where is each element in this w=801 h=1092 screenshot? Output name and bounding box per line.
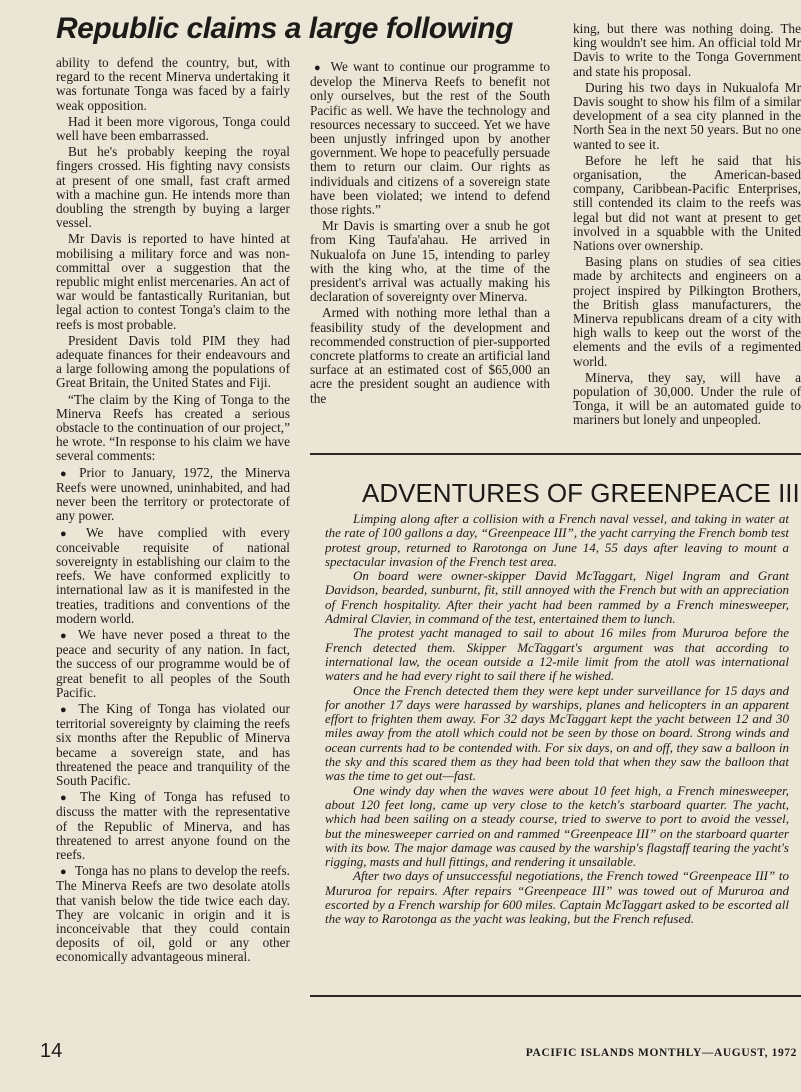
bullet-text: We have never posed a threat to the peace and security of any nation. In fact, the success of our programme would be of great benefit to all peoples of the South Pacific. [56,626,290,700]
bullet-icon: ● [60,467,72,480]
bullet-text: We have complied with every conceivable requisite of national sovereignty in establishing our claim to the reefs. We have conformed explicitly to international law as it is manifested in the treaties, traditions and conventions of the modern world. [56,524,290,626]
bullet-text: Prior to January, 1972, the Minerva Reefs were unowned, uninhabited, and had never been the territory or protectorate of any power. [56,464,290,524]
bullet-item [56,790,290,862]
paragraph: Minerva, they say, will have a population of 30,000. Under the rule of Tonga, it will be an automated guide to mariners but lonely and unpeopled. [573,369,801,428]
paragraph: Armed with nothing more lethal than a feasibility study of the development and recommended construction of pier-supported concrete platforms to create an artificial land surface at an estimated cost of $65,000 an acre the president sought an audience with the [310,305,550,406]
paragraph: king, but there was nothing doing. The king wouldn't see him. An official told Mr Davis to write to the Tonga Government and state his proposal. [573,22,801,79]
bullet-text: The King of Tonga has violated our territorial sovereignty by claiming the reefs six months after the Republic of Minerva became a sovereign state, and has threatened the peace and tranquility of the South Pacific. [56,700,290,788]
bullet-icon: ● [60,629,70,642]
paragraph: Before he left he said that his organisation, the American-based company, Caribbean-Pacific Enterprises, still contended its claim to the reefs was legal but did not want at present to get involved in a squabble with the United Nations over ownership. [573,152,801,254]
paragraph: But he's probably keeping the royal fingers crossed. His fighting navy consists at present of one small, fast craft armed with a machine gun. He intends more than doubling the strength by buying a larger vessel. [56,144,290,231]
paragraph: One windy day when the waves were about 10 feet high, a French minesweeper, about 120 feet long, came up very close to the ketch's starboard quarter. The yacht, which had been sailing on a steady course, tried to swerve to port to avoid the vessel, but the minesweeper carried on and rammed “Greenpeace III” on the starboard quarter with its bow. The major damage was caused by the warship's flagstaff tearing the yacht's rigging, masts and hull fittings, and rendering it unsailable. [325,782,789,870]
bullet-item [56,702,290,788]
article-column-2 [310,60,550,440]
bullet-text: The King of Tonga has refused to discuss the matter with the representative of the Republic of Minerva, and has threatened to arrest anyone found on the reefs. [56,789,290,862]
section-divider-bottom [310,995,801,997]
paragraph: Had it been more vigorous, Tonga could well have been embarrassed. [56,113,290,144]
bullet-icon: ● [60,792,72,805]
paragraph: Limping along after a collision with a French naval vessel, and taking in water at the rate of 100 gallons a day, “Greenpeace III”, the yacht carrying the French bomb test protest group, returned to Rarotonga on June 14, 55 days after leaving to mount a spectacular invasion of the French test area. [325,512,789,569]
bullet-item [56,466,290,524]
section-divider-top [310,453,801,455]
paragraph: Once the French detected them they were kept under surveillance for 15 days and for another 17 days were harassed by warships, planes and helicopters in an apparent effort to frighten them away. For 32 days McTaggart kept the yacht between 12 and 30 miles away from the atoll which could not be seen by those on board. Strong winds and ocean currents had to be contended with. For six days, on and off, they saw a balloon in the sky and this scared them as they had been told that when they saw the balloon that was the time to get out—fast. [325,682,789,784]
paragraph: ability to defend the country, but, with regard to the recent Minerva undertaking it was fortunate Tonga was faced by a fairly weak opposition. [56,56,290,113]
paragraph: During his two days in Nukualofa Mr Davis sought to show his film of a similar development of a sea city planned in the North Sea in the next 50 years. But no one wanted to see it. [573,79,801,152]
paragraph: “The claim by the King of Tonga to the Minerva Reefs has created a serious obstacle to the continuation of our project,” he wrote. “In response to his claim we have several comments: [56,391,290,464]
page-number: 14 [40,1040,63,1062]
paragraph: The protest yacht managed to sail to about 16 miles from Mururoa before the French detected them. Skipper McTaggart's argument was that according to international law, the ocean outside a 12-mile limit from the atoll was international waters and he had every right to sail there if he wished. [325,625,789,684]
bullet-text: We want to continue our programme to develop the Minerva Reefs to benefit not only ourselves, but the rest of the South Pacific as well. We have the technology and resources necessary to succeed. Yet we have been unjustly infringed upon by another government. We hope to peacefully persuade them to return our claim. Our rights as individuals and citizens of a sovereign state have been violated; we intend to defend those rights.” [310,60,550,218]
bullet-icon: ● [60,866,67,879]
greenpeace-headline: ADVENTURES OF GREENPEACE III [362,478,800,508]
paragraph: President Davis told PIM they had adequate finances for their endeavours and a large following among the populations of Great Britain, the United States and Fiji. [56,332,290,391]
greenpeace-article [325,512,789,990]
article-column-3 [573,22,801,442]
bullet-icon: ● [60,527,79,540]
bullet-item [56,526,290,626]
bullet-icon: ● [60,703,71,716]
publication-footer: PACIFIC ISLANDS MONTHLY—AUGUST, 1972 [525,1047,797,1059]
bullet-item [310,60,550,217]
paragraph: Mr Davis is reported to have hinted at mobilising a military force and was non-committal over a suggestion that the republic might enlist mercenaries. An act of war would be fantastically Ruritanian, but legal action to contest Tonga's claim to the reefs is most probable. [56,231,290,332]
paragraph: Basing plans on studies of sea cities made by architects and engineers on a project inspired by Pilkington Brothers, the British glass manufacturers, the Minerva republicans dream of a city with high walls to keep out the worst of the elements and the evils of a regimented world. [573,254,801,369]
bullet-icon: ● [314,62,323,74]
paragraph: On board were owner-skipper David McTaggart, Nigel Ingram and Grant Davidson, bearded, sunburnt, fit, still annoyed with the French but with an appreciation of French hospitality. After their yacht had been rammed by a French minesweeper, Admiral Clavier, in command of the test, entertained them to lunch. [325,568,789,627]
bullet-item [56,864,290,964]
paragraph: After two days of unsuccessful negotiations, the French towed “Greenpeace III” to Mururoa for repairs. After repairs “Greenpeace III” was towed out of Mururoa and escorted by a French warship for 600 miles. Captain McTaggart asked to be escorted all the way to Rarotonga as the yacht was leaking, but the French refused. [325,868,789,927]
article-headline: Republic claims a large following [56,12,513,45]
bullet-text: Tonga has no plans to develop the reefs. The Minerva Reefs are two desolate atolls that vanish below the tide twice each day. They are volcanic in origin and it is inconceivable that they could contain deposits of oil, gold or any other economically advantageous mineral. [56,863,290,965]
paragraph: Mr Davis is smarting over a snub he got from King Taufa'ahau. He arrived in Nukualofa on June 15, intending to parley with the king who, at the time of the president's arrival was actually making his declaration of sovereignty over Minerva. [310,218,550,305]
article-column-1 [56,56,290,1036]
bullet-item [56,628,290,700]
